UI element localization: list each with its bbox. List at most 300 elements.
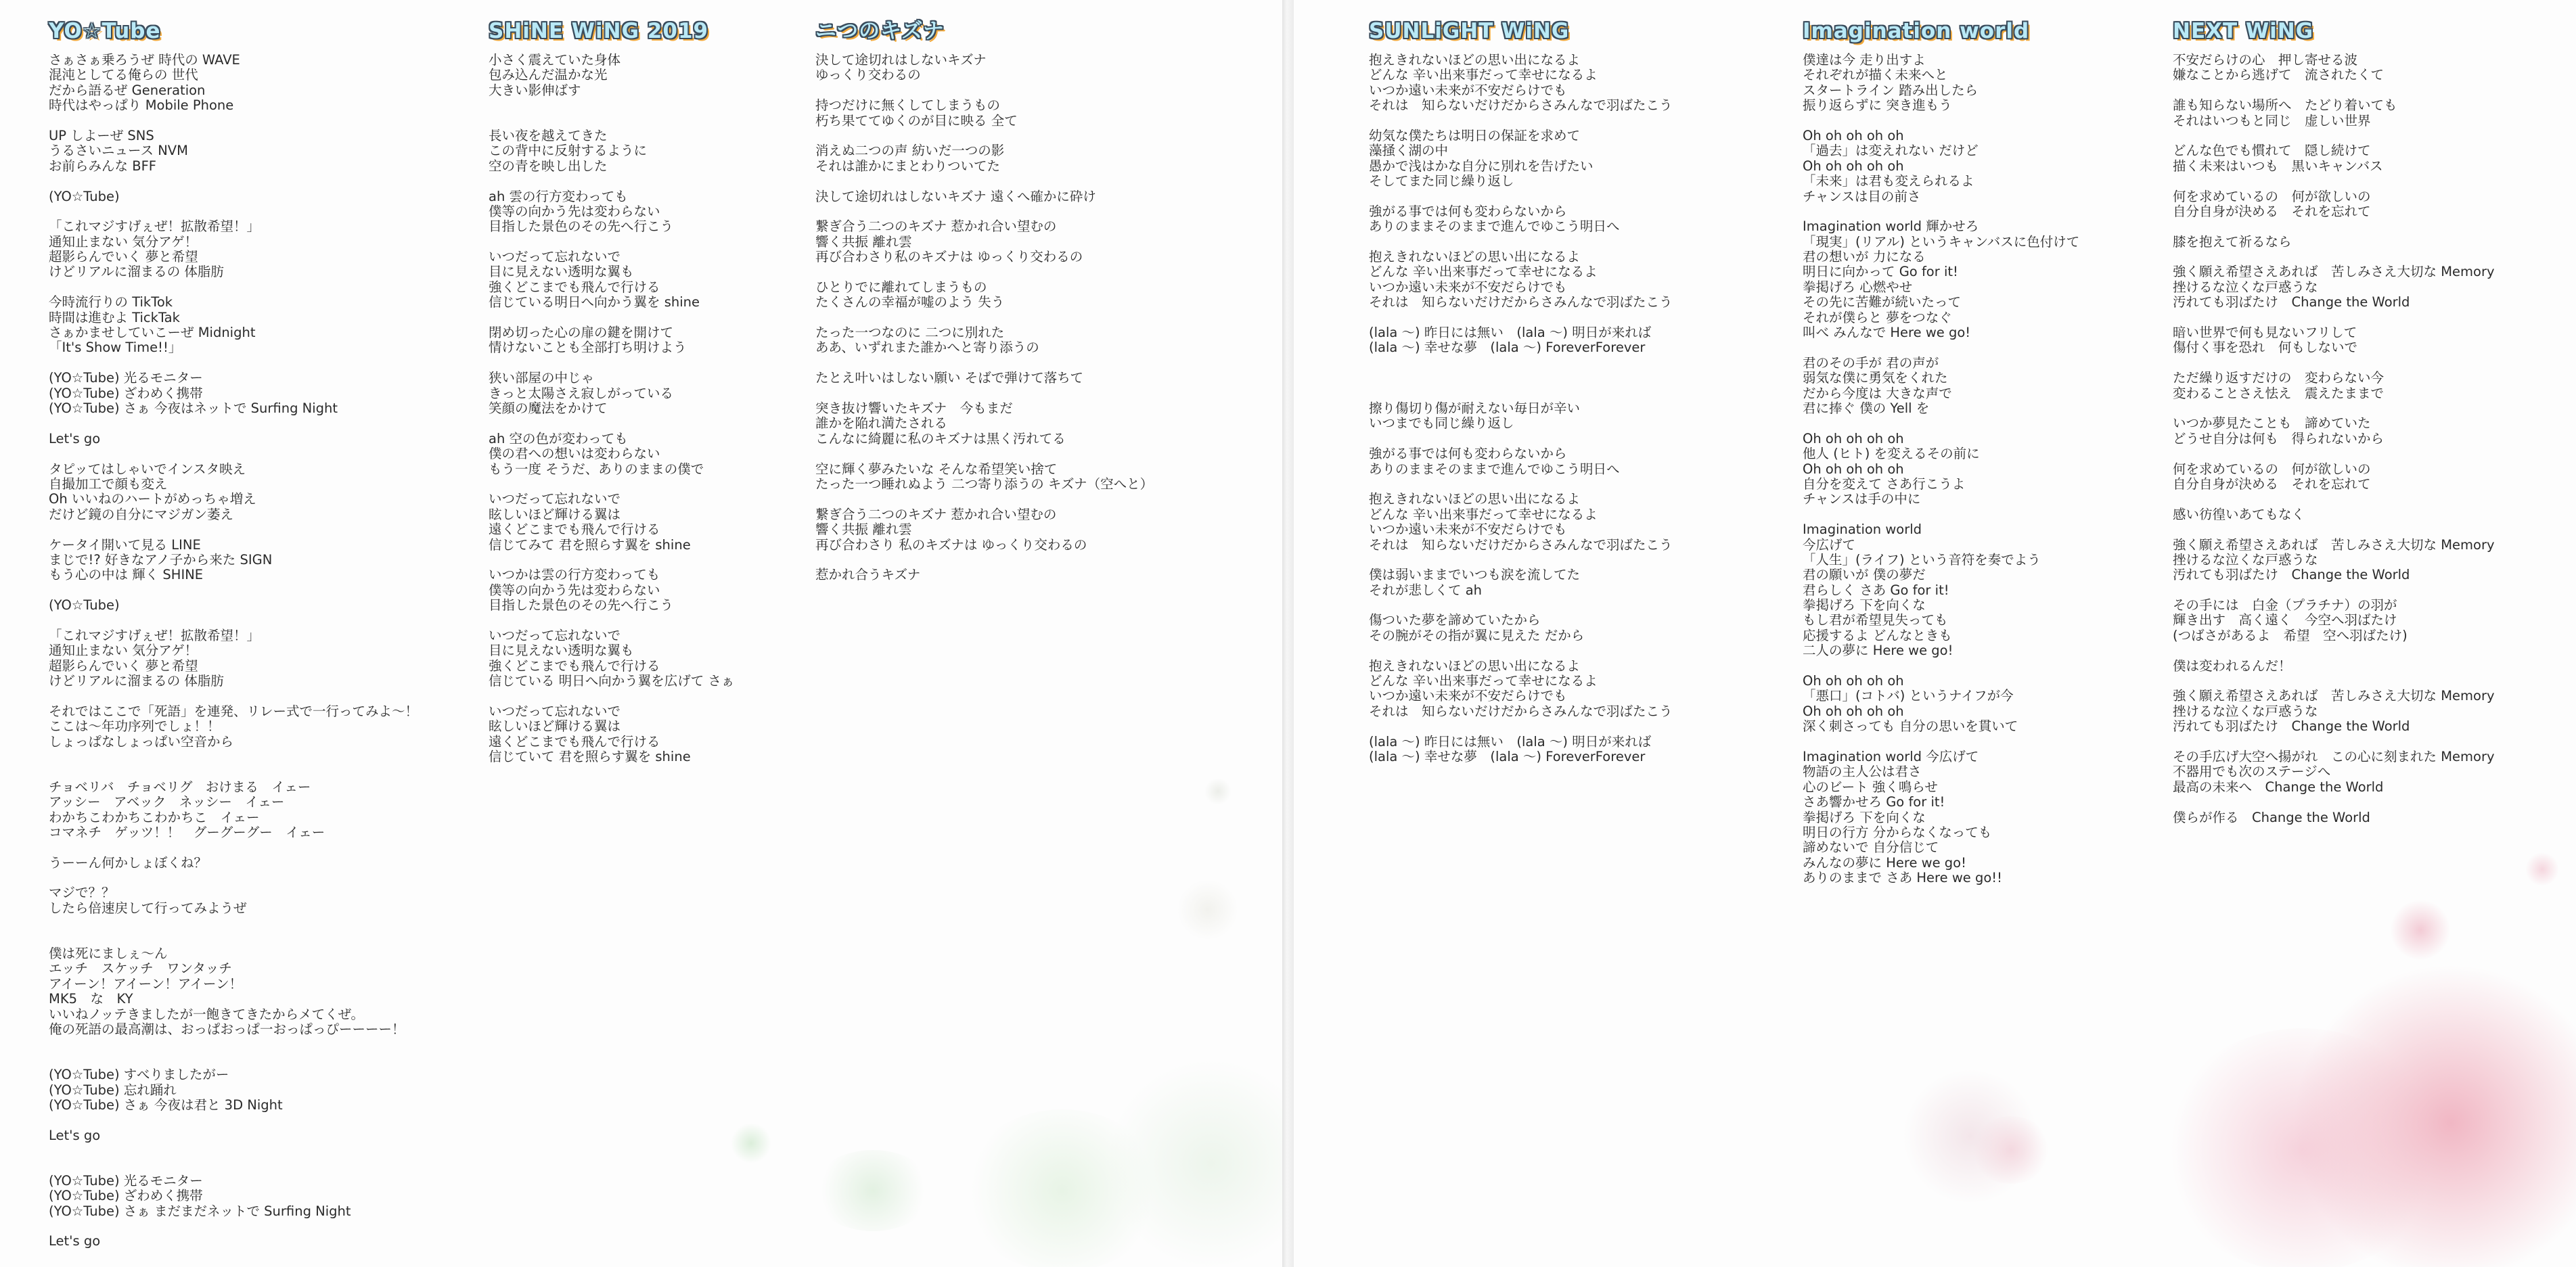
lyric-line: Oh oh oh oh oh — [1803, 673, 1904, 689]
lyric-line — [49, 356, 418, 371]
lyric-line — [815, 356, 1153, 371]
lyric-line — [49, 1037, 418, 1052]
lyric-line: アッシー アベック ネッシー イェー — [49, 794, 285, 810]
lyric-line: ah 空の色が変わっても — [489, 430, 628, 446]
lyric-line — [1803, 204, 2079, 219]
lyric-line — [49, 1159, 418, 1174]
lyric-line: 拳掲げろ 下を向くな — [1803, 597, 1926, 614]
lyric-line: 繋ぎ合う二つのキズナ 惹かれ合い望むの — [815, 506, 1057, 522]
watercolor-blob — [2525, 852, 2559, 886]
lyric-line: (YO☆Tube) ざわめく携帯 — [49, 1188, 203, 1204]
lyric-line: 朽ち果ててゆくのが目に映る 全て — [815, 112, 1018, 129]
lyric-line — [2173, 83, 2495, 98]
watercolor-blob — [2295, 961, 2576, 1267]
lyric-line: 決して途切れはしないキズナ 遠くへ確かに砕け — [815, 188, 1096, 204]
lyric-line: 狭い部屋の中じゃ — [489, 370, 595, 386]
lyric-line — [815, 174, 1153, 189]
lyric-line: 突き抜け響いたキズナ 今もまだ — [815, 400, 1013, 416]
lyric-line: マジで？？ — [49, 885, 115, 901]
lyric-line: 描く未来はいつも 黒いキャンバス — [2173, 158, 2383, 174]
lyric-line: 心のビート 強く鳴らせ — [1803, 779, 1938, 795]
lyric-line: 「これマジすげぇぜ！拡散希望！」 — [49, 218, 261, 235]
lyric-line — [489, 174, 734, 189]
lyric-line: 響く共振 離れ雲 — [815, 522, 912, 538]
lyric-line: 信じている 明日へ向かう翼を広げて さぁ — [489, 673, 735, 689]
lyric-line: 君に捧ぐ 僕の Yell を — [1803, 400, 1930, 416]
watercolor-blob — [1204, 778, 1231, 805]
lyric-line: 自分を変えて さあ行こうよ — [1803, 476, 1966, 492]
lyric-line: チャンスは目の前さ — [1803, 188, 1921, 204]
lyric-line: 最高の未来へ Change the World — [2173, 779, 2384, 795]
lyric-line: うるさいニュース NVM — [49, 143, 188, 159]
lyric-line: 繋ぎ合う二つのキズナ 惹かれ合い望むの — [815, 218, 1057, 235]
lyric-line: うーーん何かしょぼくね？ — [49, 854, 208, 871]
lyric-line — [1369, 598, 1673, 613]
lyric-line: 空に輝く夢みたいな そんな希望笑い捨て — [815, 461, 1058, 477]
lyric-line: 信じてみて 君を照らす翼を shine — [489, 536, 691, 553]
lyric-line: ケータイ開いて見る LINE — [49, 536, 201, 553]
lyric-line: しょっぱなしょっぱい空音から — [49, 733, 234, 750]
lyric-line — [1803, 114, 2079, 129]
lyric-line: その手には 白金（プラチナ）の羽が — [2173, 597, 2397, 614]
lyric-line: いつだって忘れないで — [489, 491, 621, 507]
lyric-line: それは 知らないだけだからさみんなで羽ばたこう — [1369, 703, 1673, 719]
lyric-line: 抱えきれないほどの思い出になるよ — [1369, 658, 1581, 674]
lyric-line: もう一度 そうだ、ありのままの僕で — [489, 461, 704, 477]
lyric-line — [1803, 735, 2079, 750]
lyric-line — [49, 1219, 418, 1234]
lyric-line: 感い彷徨いあてもなく — [2173, 506, 2305, 522]
lyric-line: (lala ～) 幸せな夢 (lala ～) ForeverForever — [1369, 748, 1646, 764]
lyric-line: 抱えきれないほどの思い出になるよ — [1369, 52, 1581, 68]
lyric-line — [2173, 522, 2495, 537]
lyric-line: まじで!? 好きなアノ子から来た SIGN — [49, 551, 273, 568]
lyric-line: どんな 辛い出来事だって幸せになるよ — [1369, 264, 1598, 280]
right-page — [1294, 0, 2576, 1267]
lyric-line: (lala ～) 昨日には無い (lala ～) 明日が来れば — [1369, 733, 1652, 750]
lyric-line: 何を求めているの 何が欲しいの — [2173, 461, 2371, 477]
lyric-line: いつか遠い未来が不安だらけでも — [1369, 279, 1567, 295]
song-column — [1803, 16, 2079, 885]
lyric-line: ありのままで さあ Here we go!! — [1803, 870, 2002, 886]
lyric-line: 「人生」(ライフ) という音符を奏でよう — [1803, 551, 2041, 568]
lyric-line: 傷付く事を恐れ 何もしないで — [2173, 340, 2358, 356]
lyric-line: たった一つなのに 二つに別れた — [815, 325, 1005, 341]
lyric-line: 君の想いが 力になる — [1803, 249, 1926, 265]
lyrics-block — [1803, 53, 2079, 885]
lyric-line — [49, 1143, 418, 1158]
lyric-line — [815, 446, 1153, 461]
lyric-line: それはいつもと同じ 虚しい世界 — [2173, 112, 2371, 129]
lyric-line: 通知止まない 気分アゲ！ — [49, 643, 198, 659]
lyric-line: Oh oh oh oh oh — [1803, 158, 1904, 174]
song-title: SUNLiGHT WiNG — [1369, 19, 1570, 43]
lyrics-block — [815, 53, 1153, 583]
lyric-line — [49, 1113, 418, 1128]
lyric-line: 僕は変われるんだ！ — [2173, 658, 2292, 674]
lyric-line: (YO☆Tube) さぁ 今夜はネットで Surfing Night — [49, 400, 338, 416]
lyric-line — [489, 689, 734, 704]
song-column — [49, 16, 418, 1249]
lyric-line: どうせ自分は何も 得られないから — [2173, 430, 2385, 446]
lyric-line: コマネチ ゲッツ！！ グーグーグー イェー — [49, 824, 325, 840]
lyric-line: (YO☆Tube) 光るモニター — [49, 1172, 203, 1189]
lyric-line — [2173, 129, 2495, 143]
lyric-line: 目指した景色のその先へ行こう — [489, 597, 674, 614]
lyric-line: (YO☆Tube) — [49, 597, 120, 614]
song-title: SHiNE WiNG 2019 — [489, 19, 709, 43]
lyric-line: タピッてはしゃいでインスタ映え — [49, 461, 246, 477]
lyric-line: 情けないことも全部打ち明けよう — [489, 340, 687, 356]
lyric-line: 汚れても羽ばたけ Change the World — [2173, 294, 2410, 310]
lyric-line — [2173, 795, 2495, 810]
lyric-line: ここは～年功序列でしょ！！ — [49, 718, 221, 735]
lyric-line: わかちこわかちこわかちこ イェー — [49, 809, 260, 825]
lyric-line: 幼気な僕たちは明日の保証を求めて — [1369, 127, 1581, 143]
lyric-line: 通知止まない 気分アゲ！ — [49, 233, 198, 250]
lyric-line: 不安だらけの心 押し寄せる波 — [2173, 52, 2358, 68]
lyric-line: 拳掲げろ 下を向くな — [1803, 809, 1926, 825]
lyric-line: けどリアルに溜まるの 体脂肪 — [49, 673, 224, 689]
lyric-line: 大きい影伸ばす — [489, 82, 581, 98]
lyric-line: どんな 辛い出来事だって幸せになるよ — [1369, 67, 1598, 83]
lyric-line: いつまでも同じ繰り返し — [1369, 415, 1514, 432]
lyric-line — [489, 114, 734, 129]
lyric-line: 「これマジすげぇぜ！拡散希望！」 — [49, 627, 261, 643]
lyric-line: 「It's Show Time!!」 — [49, 340, 182, 356]
left-page — [0, 0, 1282, 1267]
lyric-line: 僕らが作る Change the World — [2173, 809, 2370, 825]
lyric-line: (YO☆Tube) さぁ まだまだネットで Surfing Night — [49, 1203, 351, 1219]
lyric-line — [49, 871, 418, 885]
lyric-line: 超影らんでいく 夢と希望 — [49, 249, 198, 265]
lyric-line — [1369, 553, 1673, 568]
lyric-line: チャンスは手の中に — [1803, 491, 1921, 507]
lyric-line: それは誰かにまとわりついてた — [815, 158, 1001, 174]
lyric-line: MK5 な KY — [49, 991, 133, 1007]
lyric-line — [49, 446, 418, 461]
lyric-line: 再び合わさり 私のキズナは ゆっくり交わるの — [815, 536, 1087, 553]
lyric-line — [1369, 310, 1673, 325]
lyric-line: 自分自身が決める それを忘れて — [2173, 203, 2371, 219]
lyric-line: 愚かで浅はかな自分に別れを告げたい — [1369, 158, 1594, 174]
lyric-line: さぁかませしていこーぜ Midnight — [49, 325, 256, 341]
song-title: Imagination world — [1803, 19, 2030, 43]
lyric-line: 深く刺さっても 自分の思いを貫いて — [1803, 718, 2018, 735]
lyric-line: 小さく震えていた身体 — [489, 52, 621, 68]
lyric-line: どんな 辛い出来事だって幸せになるよ — [1369, 673, 1598, 689]
lyric-line: それは 知らないだけだからさみんなで羽ばたこう — [1369, 536, 1673, 553]
lyric-line: いつか夢見たことも 諦めていた — [2173, 415, 2371, 432]
watercolor-blob — [2390, 900, 2451, 961]
lyric-line: いつか遠い未来が不安だらけでも — [1369, 82, 1567, 98]
lyric-line: 君のその手が 君の声が — [1803, 354, 1939, 371]
watercolor-blob — [1110, 1055, 1282, 1267]
lyric-line: どんな 辛い出来事だって幸せになるよ — [1369, 506, 1598, 522]
lyric-line — [489, 477, 734, 492]
watercolor-blob — [1970, 1116, 2052, 1184]
lyric-line: 抱えきれないほどの思い出になるよ — [1369, 249, 1581, 265]
lyric-line: スタートライン 踏み出したら — [1803, 82, 1979, 98]
lyric-line — [2173, 219, 2495, 234]
lyric-line — [1803, 507, 2079, 522]
lyric-line: だから今度は 大きな声で — [1803, 385, 1952, 401]
lyric-line: いいねノッテきましたが一飽きてきたからメてくぜ。 — [49, 1006, 365, 1022]
lyric-line: 遠くどこまでも飛んで行ける — [489, 522, 660, 538]
lyric-line: さぁさぁ乗ろうぜ 時代の WAVE — [49, 52, 240, 68]
lyric-line: 挫けるな泣くな戸惑うな — [2173, 551, 2318, 568]
lyric-line: ありのままそのままで進んでゆこう明日へ — [1369, 218, 1620, 235]
lyric-line: それではここで「死語」を連発、リレー式で一行ってみよ～！ — [49, 703, 419, 719]
lyric-line — [49, 583, 418, 598]
lyric-line: 眩しいほど輝ける翼は — [489, 506, 621, 522]
lyric-line: 強く願え希望さえあれば 苦しみさえ大切な Memory — [2173, 264, 2495, 280]
lyric-line: それは 知らないだけだからさみんなで羽ばたこう — [1369, 294, 1673, 310]
lyric-line: さあ響かせろ Go for it! — [1803, 794, 1945, 810]
lyric-line: いつか遠い未来が不安だらけでも — [1369, 688, 1567, 704]
lyric-line: Imagination world — [1803, 522, 1922, 538]
lyric-line: Let's go — [49, 1233, 101, 1249]
lyric-line: 目に見えない透明な翼も — [489, 643, 634, 659]
lyric-line: たった一つ睡れぬよう 二つ寄り添うの キズナ（空へと） — [815, 476, 1154, 492]
lyric-line: けどリアルに溜まるの 体脂肪 — [49, 264, 224, 280]
lyric-line — [2173, 310, 2495, 325]
lyric-line: 自分自身が決める それを忘れて — [2173, 476, 2371, 492]
lyric-line — [815, 386, 1153, 401]
lyric-line — [815, 264, 1153, 279]
lyric-line — [2173, 735, 2495, 750]
lyric-line: 「悪口」(コトバ) というナイフが今 — [1803, 688, 2014, 704]
lyric-line: Oh いいねのハートがめっちゃ増え — [49, 491, 256, 507]
lyric-line — [49, 689, 418, 704]
lyric-line: 信じている明日へ向かう翼を shine — [489, 294, 700, 310]
lyric-line: それぞれが描く未来へと — [1803, 67, 1948, 83]
song-column — [489, 16, 734, 764]
lyric-line — [49, 204, 418, 219]
lyric-line — [815, 83, 1153, 98]
lyric-line — [49, 174, 418, 189]
lyric-line: 暗い世界で何も見ないフリして — [2173, 325, 2357, 341]
lyric-line: (YO☆Tube) 光るモニター — [49, 370, 203, 386]
lyric-line — [815, 129, 1153, 143]
lyric-line — [815, 204, 1153, 219]
lyric-line: Let's go — [49, 430, 101, 446]
lyric-line — [2173, 643, 2495, 658]
lyrics-block — [1369, 53, 1673, 764]
lyric-line: 挫けるな泣くな戸惑うな — [2173, 279, 2318, 295]
lyric-line: 笑顔の魔法をかけて — [489, 400, 608, 416]
lyric-line: チョベリバ チョベリグ おけまる イェー — [49, 779, 311, 795]
lyric-line — [49, 840, 418, 855]
lyric-line — [489, 98, 734, 113]
lyric-line: ゆっくり交わるの — [815, 67, 921, 83]
song-column — [815, 16, 1153, 583]
lyric-line: たとえ叶いはしない願い そばで弾けて落ちて — [815, 370, 1084, 386]
song-column — [2173, 16, 2495, 825]
lyric-line: UP しよーぜ SNS — [49, 127, 154, 143]
lyric-line — [49, 280, 418, 295]
song-title: ニつのキズナ — [815, 19, 945, 43]
lyric-line — [1369, 432, 1673, 446]
lyric-line: 傷ついた夢を諦めていたから — [1369, 612, 1541, 628]
lyric-line — [1803, 340, 2079, 355]
lyric-line: だから語るぜ Generation — [49, 82, 206, 98]
lyric-line — [1369, 189, 1673, 204]
lyric-line — [2173, 356, 2495, 371]
lyric-line: 僕等の向かう先は変わらない — [489, 203, 660, 219]
lyric-line: (YO☆Tube) 忘れ踊れ — [49, 1082, 177, 1098]
lyric-line: もし君が希望見失っても — [1803, 612, 1948, 628]
lyric-line: Imagination world 輝かせろ — [1803, 218, 1979, 235]
lyric-line — [1369, 235, 1673, 250]
lyric-line: 「現実」(リアル) というキャンバスに色付けて — [1803, 233, 2080, 250]
lyric-line: 物語の主人公は君さ — [1803, 764, 1922, 780]
lyric-line: 再び合わさり私のキズナは ゆっくり交わるの — [815, 249, 1083, 265]
lyric-line — [49, 750, 418, 764]
lyric-line: 閉め切った心の扉の鍵を開けて — [489, 325, 674, 341]
lyric-line — [2173, 492, 2495, 507]
lyric-line: ありのままそのままで進んでゆこう明日へ — [1369, 461, 1620, 477]
lyric-line: 「過去」は変えれない だけど — [1803, 143, 1979, 159]
lyric-line: 汚れても羽ばたけ Change the World — [2173, 567, 2410, 583]
lyric-line — [2173, 583, 2495, 598]
lyric-line: もう心の中は 輝く SHINE — [49, 567, 204, 583]
lyric-line: 僕の君への想いは変わらない — [489, 446, 660, 462]
lyric-line: 自撮加工で顔も変え — [49, 476, 168, 492]
lyric-line: それが悲しくて ah — [1369, 582, 1483, 598]
lyric-line — [1369, 356, 1673, 371]
lyric-line: その先に苦難が続いたって — [1803, 294, 1962, 310]
lyric-line: 叫べ みんなで Here we go! — [1803, 325, 1971, 341]
lyric-line: (lala ～) 幸せな夢 (lala ～) ForeverForever — [1369, 340, 1646, 356]
lyric-line: 響く共振 離れ雲 — [815, 233, 912, 250]
lyric-line — [49, 916, 418, 931]
lyric-line — [815, 553, 1153, 568]
lyric-line: いつだって忘れないで — [489, 703, 621, 719]
lyric-line: 拳掲げろ 心燃やせ — [1803, 279, 1913, 295]
lyric-line: それは 知らないだけだからさみんなで羽ばたこう — [1369, 97, 1673, 114]
lyric-line: 輝き出す 高く遠く 今空へ羽ばたけ — [2173, 612, 2397, 628]
lyric-line: 汚れても羽ばたけ Change the World — [2173, 718, 2410, 735]
lyric-line: みんなの夢に Here we go! — [1803, 854, 1966, 871]
lyric-line: 今広げて — [1803, 536, 1856, 553]
lyric-line: (YO☆Tube) — [49, 188, 120, 204]
lyric-line — [2173, 401, 2495, 416]
lyric-line: 長い夜を越えてきた — [489, 127, 608, 143]
lyric-line: お前らみんな BFF — [49, 158, 157, 174]
lyric-line: 誰かを陥れ満たされる — [815, 415, 948, 432]
lyric-line: 遠くどこまでも飛んで行ける — [489, 733, 660, 750]
lyric-line: (YO☆Tube) ざわめく携帯 — [49, 385, 203, 401]
lyric-line: 擦り傷切り傷が耐えない毎日が辛い — [1369, 400, 1581, 416]
lyric-line: こんなに綺麗に私のキズナは黒く汚れてる — [815, 430, 1066, 446]
lyric-line — [49, 931, 418, 946]
watercolor-blob — [731, 1123, 771, 1164]
lyric-line — [1803, 659, 2079, 674]
lyric-line: きっと太陽さえ寂しがっている — [489, 385, 674, 401]
lyric-line: 諦めないで 自分信じて — [1803, 839, 1939, 856]
lyric-line: 強くどこまでも飛んで行ける — [489, 279, 660, 295]
lyric-line: 強がる事では何も変わらないから — [1369, 203, 1567, 219]
lyric-line: それが僕らと 夢をつなぐ — [1803, 309, 1952, 325]
lyric-line: どんな色でも慣れて 隠し続けて — [2173, 143, 2371, 159]
lyric-line — [815, 310, 1153, 325]
lyric-line — [1369, 719, 1673, 734]
lyric-line: エッチ スケッチ ワンタッチ — [49, 961, 232, 977]
lyric-line — [49, 416, 418, 431]
lyric-line: 嫌なことから逃げて 流されたくて — [2173, 67, 2385, 83]
lyric-line — [2173, 250, 2495, 264]
lyric-line: 今時流行りの TikTok — [49, 294, 173, 310]
lyric-line — [49, 114, 418, 129]
lyric-line — [489, 310, 734, 325]
lyric-line: そしてまた同じ繰り返し — [1369, 173, 1514, 189]
lyric-line: 弱気な僕に勇気をくれた — [1803, 370, 1948, 386]
page-spine — [1282, 0, 1294, 1267]
lyric-line: (YO☆Tube) すべりましたがー — [49, 1067, 229, 1083]
lyric-line — [1369, 643, 1673, 658]
lyric-line: 強く願え希望さえあれば 苦しみさえ大切な Memory — [2173, 536, 2495, 553]
lyric-line: 時間は進むよ TickTak — [49, 309, 180, 325]
lyric-line — [1369, 114, 1673, 129]
lyric-line: ひとりでに離れてしまうもの — [815, 279, 987, 295]
lyric-line: 明日の行方 分からなくなっても — [1803, 824, 1992, 840]
lyric-line: 藻掻く湖の中 — [1369, 143, 1449, 159]
lyric-line: 空の青を映し出した — [489, 158, 608, 174]
lyric-line — [489, 235, 734, 250]
lyric-line: だけど鏡の自分にマジガン萎え — [49, 506, 234, 522]
lyric-line: Let's go — [49, 1127, 101, 1143]
lyric-line: 変わることさえ怯え 震えたままで — [2173, 385, 2385, 401]
lyric-line: 強がる事では何も変わらないから — [1369, 446, 1567, 462]
lyric-line: 振り返らずに 突き進もう — [1803, 97, 1952, 114]
lyric-line: 僕達は今 走り出すよ — [1803, 52, 1926, 68]
lyric-line — [2173, 674, 2495, 689]
lyric-line: 挫けるな泣くな戸惑うな — [2173, 703, 2318, 719]
lyric-line: 「未来」は君も変えられるよ — [1803, 173, 1974, 189]
lyric-line: 強くどこまでも飛んで行ける — [489, 658, 660, 674]
lyric-line: Oh oh oh oh oh — [1803, 127, 1904, 143]
song-title: NEXT WiNG — [2173, 19, 2314, 43]
lyric-line — [1803, 416, 2079, 431]
lyric-line: いつかは雲の行方変わっても — [489, 567, 660, 583]
lyric-line: 時代はやっぱり Mobile Phone — [49, 97, 234, 114]
lyric-line: 惹かれ合うキズナ — [815, 567, 921, 583]
lyric-line — [1369, 371, 1673, 386]
lyrics-block — [2173, 53, 2495, 825]
lyric-line: ただ繰り返すだけの 変わらない今 — [2173, 370, 2385, 386]
lyric-line: ah 雲の行方変わっても — [489, 188, 628, 204]
lyric-line — [2173, 446, 2495, 461]
lyric-line: いつか遠い未来が不安だらけでも — [1369, 522, 1567, 538]
lyric-line: (lala ～) 昨日には無い (lala ～) 明日が来れば — [1369, 325, 1652, 341]
lyric-line: 混沌としてる俺らの 世代 — [49, 67, 198, 83]
lyric-line: (つばさがあるよ 希望 空へ羽ばたけ) — [2173, 627, 2408, 643]
watercolor-blob — [812, 1150, 934, 1231]
lyric-line: 目に見えない透明な翼も — [489, 264, 634, 280]
lyric-line: 俺の死語の最高潮は、おっぱおっぱ一おっぱっぴーーーー！ — [49, 1021, 405, 1037]
lyric-line: 二人の夢に Here we go! — [1803, 643, 1953, 659]
song-title: YO☆Tube — [49, 19, 161, 43]
lyric-line: アイーン！アイーン！アイーン！ — [49, 975, 243, 992]
lyric-line — [489, 553, 734, 568]
lyric-line: 目指した景色のその先へ行こう — [489, 218, 674, 235]
lyric-line — [1369, 386, 1673, 401]
lyric-line: 他人 (ヒト) を変えるその前に — [1803, 446, 1980, 462]
lyric-line: 誰も知らない場所へ たどり着いても — [2173, 97, 2397, 114]
lyric-line: (YO☆Tube) さぁ 今夜は君と 3D Night — [49, 1097, 283, 1113]
lyric-line: 僕等の向かう先は変わらない — [489, 582, 660, 598]
